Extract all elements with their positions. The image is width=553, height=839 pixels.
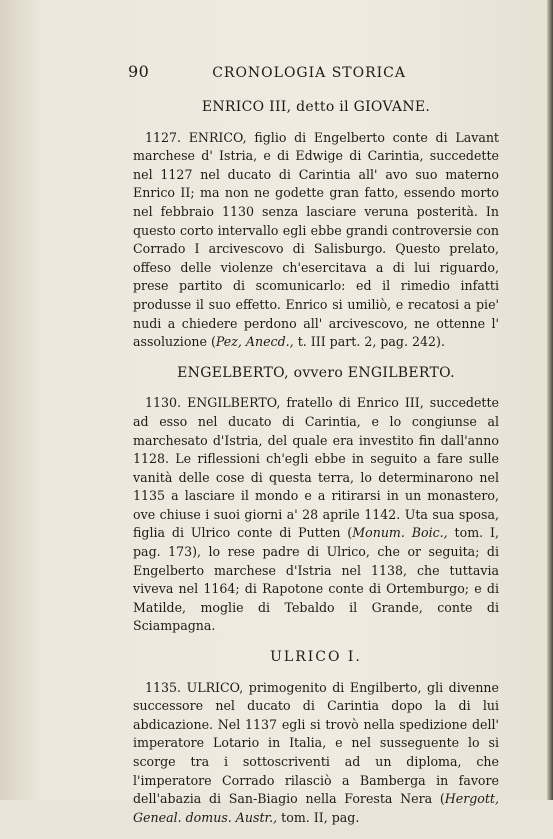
section-title-ulrico-i: ULRICO I. <box>270 649 362 666</box>
paragraph-text: 1135. ULRICO, primogenito di Engilberto, gli divenne successore nel ducato di Carintia dopo la di lui abdicazione. Nel 1137 egli si trovò nella spedizione dell' imperatore Lotario in Italia, e nel susseguente lo si scorge tra i sottoscriventi ad un diploma, che l'imperatore Corrado rilasciò a Bamberga in favore dell'abazia di San-Biagio nella Foresta Nera ( <box>133 679 499 807</box>
paragraph-text: 1127. ENRICO, figlio di Engelberto conte di Lavant marchese d' Istria, e di Edwige di Carintia, succedette nel 1127 nel ducato di Carintia all' avo suo materno Enrico II; ma non ne godette gran fatto, essendo morto nel febbraio 1130 senza lasciare veruna posterità. In questo corto intervallo egli ebbe grandi controversie con Corrado I arcivescovo di Salisburgo. Questo prelato, offeso delle violenze ch'esercitava a di lui riguardo, prese partito di scomunicarlo: ed il rimedio infatti produsse il suo effetto. Enrico si umiliò, e recatosi a pie' nudi a chiedere perdono all' arcivescovo, ne ottenne l' assoluzione ( <box>133 129 499 350</box>
paragraph-enrico-iii <box>133 129 499 352</box>
section-title-enrico-iii: ENRICO III, detto il GIOVANE. <box>201 99 431 115</box>
citation-italic: Pez, Anecd., <box>215 334 294 350</box>
citation-italic: Hergott, Geneal. domus. Austr., <box>133 791 499 825</box>
paragraph-text-end: tom. I, pag. 173), lo rese padre di Ulrico, che or seguita; di Engelberto marchese d'Istria nel 1138, che tuttavia viveva nel 1164; di Rapotone conte di Ortemburgo; e di Matilde, moglie di Tebaldo il Grande, conte di Sciampagna. <box>133 525 500 634</box>
citation-italic: Monum. Boic., <box>352 525 448 541</box>
section-title-engelberto: ENGELBERTO, ovvero ENGILBERTO. <box>177 364 455 381</box>
running-title: CRONOLOGIA STORICA <box>212 65 406 81</box>
paragraph-ulrico-i <box>133 679 499 828</box>
page-edge-shadow <box>547 0 553 800</box>
page-header <box>128 62 498 81</box>
paragraph-text: 1130. ENGILBERTO, fratello di Enrico III, succedette ad esso nel ducato di Carintia, e lo congiunse al marchesato d'Istria, del quale era investito fin dall'anno 1128. Le riflessioni ch'egli ebbe in seguito a fare sulle vanità delle cose di questa terra, lo determinarono nel 1135 a lasciare il mondo e a ritirarsi in un monastero, ove chiuse i suoi giorni a' 28 aprile 1142. Uta sua sposa, figlia di Ulrico conte di Putten ( <box>133 395 499 541</box>
page-number: 90 <box>128 62 150 81</box>
page-body <box>133 98 499 839</box>
paragraph-text-end: t. III part. 2, pag. 242). <box>293 334 445 350</box>
paragraph-text-end: tom. II, pag. <box>277 809 360 825</box>
paragraph-engelberto <box>133 394 499 636</box>
